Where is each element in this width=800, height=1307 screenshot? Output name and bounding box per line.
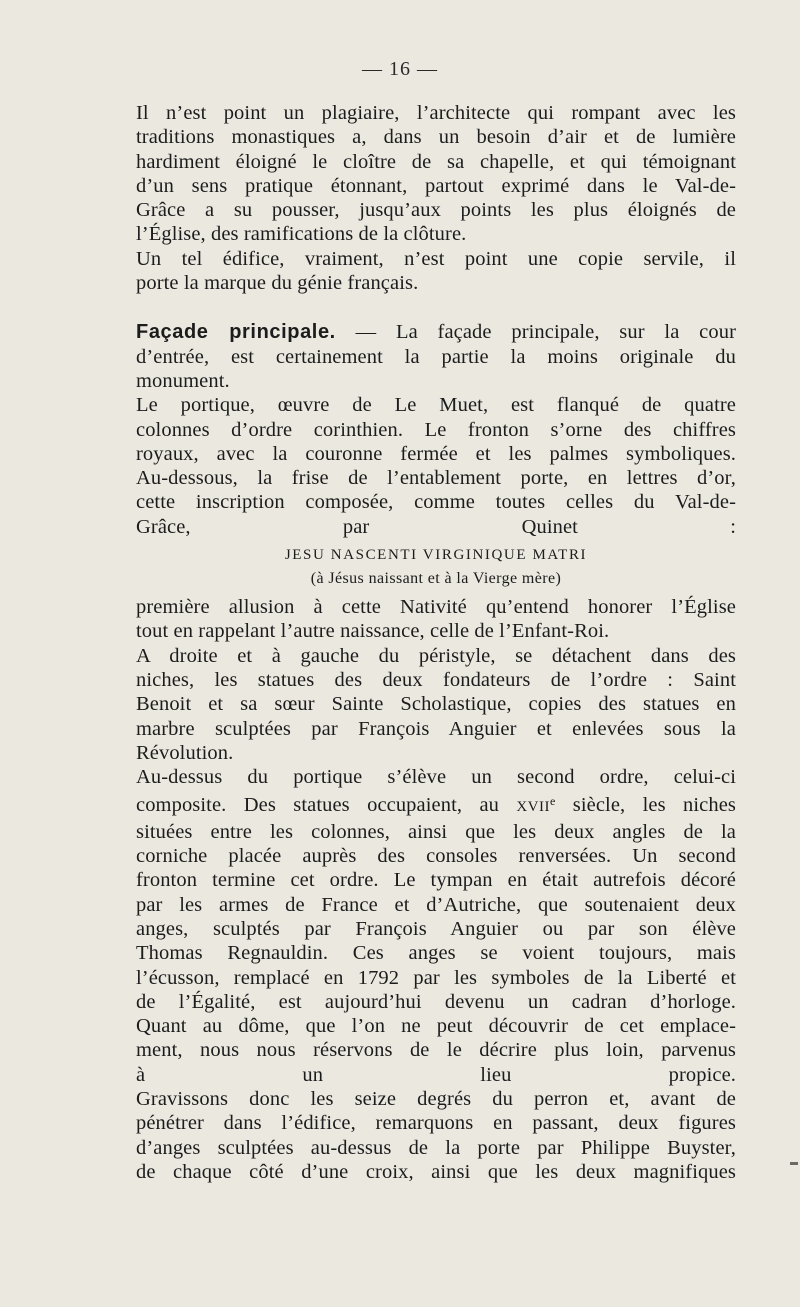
text-line: ment, nous nous réservons de le décrire plus loin, parvenus bbox=[136, 1039, 736, 1062]
text-line: l’Église, des ramifications de la clôture. bbox=[136, 223, 467, 246]
text-line: colonnes d’ordre corinthien. Le fronton s’orne des chiffres bbox=[136, 418, 736, 441]
text-line: fronton termine cet ordre. Le tympan en était autrefois décoré bbox=[136, 869, 736, 892]
text-line: de chaque côté d’une croix, ainsi que les deux magnifiques bbox=[136, 1160, 736, 1183]
text-line: pénétrer dans l’édifice, remarquons en passant, deux figures bbox=[136, 1112, 736, 1135]
paragraph-3 bbox=[136, 320, 736, 393]
text-line: par les armes de France et d’Autriche, que soutenaient deux bbox=[136, 893, 736, 916]
text-line: situées entre les colonnes, ainsi que les deux angles de la bbox=[136, 820, 736, 843]
section-heading: Façade principale. bbox=[136, 321, 336, 344]
heading-run-in: — La façade principale, sur la cour bbox=[335, 321, 736, 344]
text-line: Grâce, par Quinet : bbox=[136, 515, 736, 538]
text-line: d’un sens pratique étonnant, partout exprimé dans le Val-de- bbox=[136, 174, 736, 197]
page-number: — 16 — bbox=[362, 58, 438, 80]
text-line: Benoit et sa sœur Sainte Scholastique, copies des statues en bbox=[136, 693, 736, 716]
text-line: monument. bbox=[136, 369, 230, 392]
superscript: e bbox=[550, 794, 556, 809]
paragraph-1 bbox=[136, 101, 736, 247]
text-line: Révolution. bbox=[136, 741, 234, 764]
century-numeral: XVII bbox=[516, 799, 550, 816]
text-line: traditions monastiques a, dans un besoin d’air et de lumière bbox=[136, 126, 736, 149]
inscription bbox=[136, 543, 736, 591]
paragraph-4 bbox=[136, 393, 736, 539]
text-line: l’écusson, remplacé en 1792 par les symboles de la Liberté et bbox=[136, 966, 736, 989]
text-line: royaux, avec la couronne fermée et les palmes symboliques. bbox=[136, 442, 736, 465]
paragraph-7 bbox=[136, 765, 736, 1087]
section-gap bbox=[136, 295, 736, 320]
text-line: Au-dessus du portique s’élève un second ordre, celui-ci bbox=[136, 766, 736, 789]
text-line: Il n’est point un plagiaire, l’architecte qui rompant avec les bbox=[136, 102, 736, 124]
text-line: porte la marque du génie français. bbox=[136, 272, 419, 295]
text-line: Un tel édifice, vraiment, n’est point une copie servile, il bbox=[136, 247, 736, 270]
text-line: A droite et à gauche du péristyle, se détachent dans des bbox=[136, 644, 736, 667]
text-line: niches, les statues des deux fondateurs de l’ordre : Saint bbox=[136, 668, 736, 691]
text-line: Grâce a su pousser, jusqu’aux points les plus éloignés de bbox=[136, 199, 736, 222]
inscription-latin: JESU NASCENTI VIRGINIQUE MATRI bbox=[284, 547, 588, 564]
paragraph-2 bbox=[136, 247, 736, 296]
paragraph-6 bbox=[136, 644, 736, 765]
margin-mark bbox=[790, 1162, 798, 1165]
body-text bbox=[136, 101, 736, 1184]
text-line: marbre sculptées par François Anguier et enlevées sous la bbox=[136, 717, 736, 740]
text-line bbox=[136, 320, 736, 344]
text-line: à un lieu propice. bbox=[136, 1063, 736, 1086]
text-line: corniche placée auprès des consoles renversées. Un second bbox=[136, 845, 736, 868]
text-line: Quant au dôme, que l’on ne peut découvrir de cet emplace- bbox=[136, 1015, 736, 1038]
paragraph-5 bbox=[136, 595, 736, 644]
text-line: cette inscription composée, comme toutes celles du Val-de- bbox=[136, 491, 736, 514]
text-line: tout en rappelant l’autre naissance, celle de l’Enfant-Roi. bbox=[136, 620, 610, 643]
text-line: d’entrée, est certainement la partie la moins originale du bbox=[136, 345, 736, 368]
text-line: hardiment éloigné le cloître de sa chapelle, et qui témoignant bbox=[136, 150, 736, 173]
inscription-translation: (à Jésus naissant et à la Vierge mère) bbox=[310, 570, 562, 588]
text-line: Au-dessous, la frise de l’entablement porte, en lettres d’or, bbox=[136, 467, 736, 490]
text-line: première allusion à cette Nativité qu’entend honorer l’Église bbox=[136, 596, 736, 619]
text-line: de l’Égalité, est aujourd’hui devenu un cadran d’horloge. bbox=[136, 990, 736, 1013]
text-line: d’anges sculptées au-dessus de la porte par Philippe Buyster, bbox=[136, 1136, 736, 1159]
text-line: Thomas Regnauldin. Ces anges se voient toujours, mais bbox=[136, 942, 736, 965]
text-line: anges, sculptés par François Anguier ou par son élève bbox=[136, 917, 736, 940]
text-line: Le portique, œuvre de Le Muet, est flanqué de quatre bbox=[136, 394, 736, 417]
text-line: Gravissons donc les seize degrés du perron et, avant de bbox=[136, 1087, 736, 1110]
paragraph-8 bbox=[136, 1087, 736, 1184]
text-line: composite. Des statues occupaient, au XVIIe siècle, les niches bbox=[136, 794, 736, 817]
